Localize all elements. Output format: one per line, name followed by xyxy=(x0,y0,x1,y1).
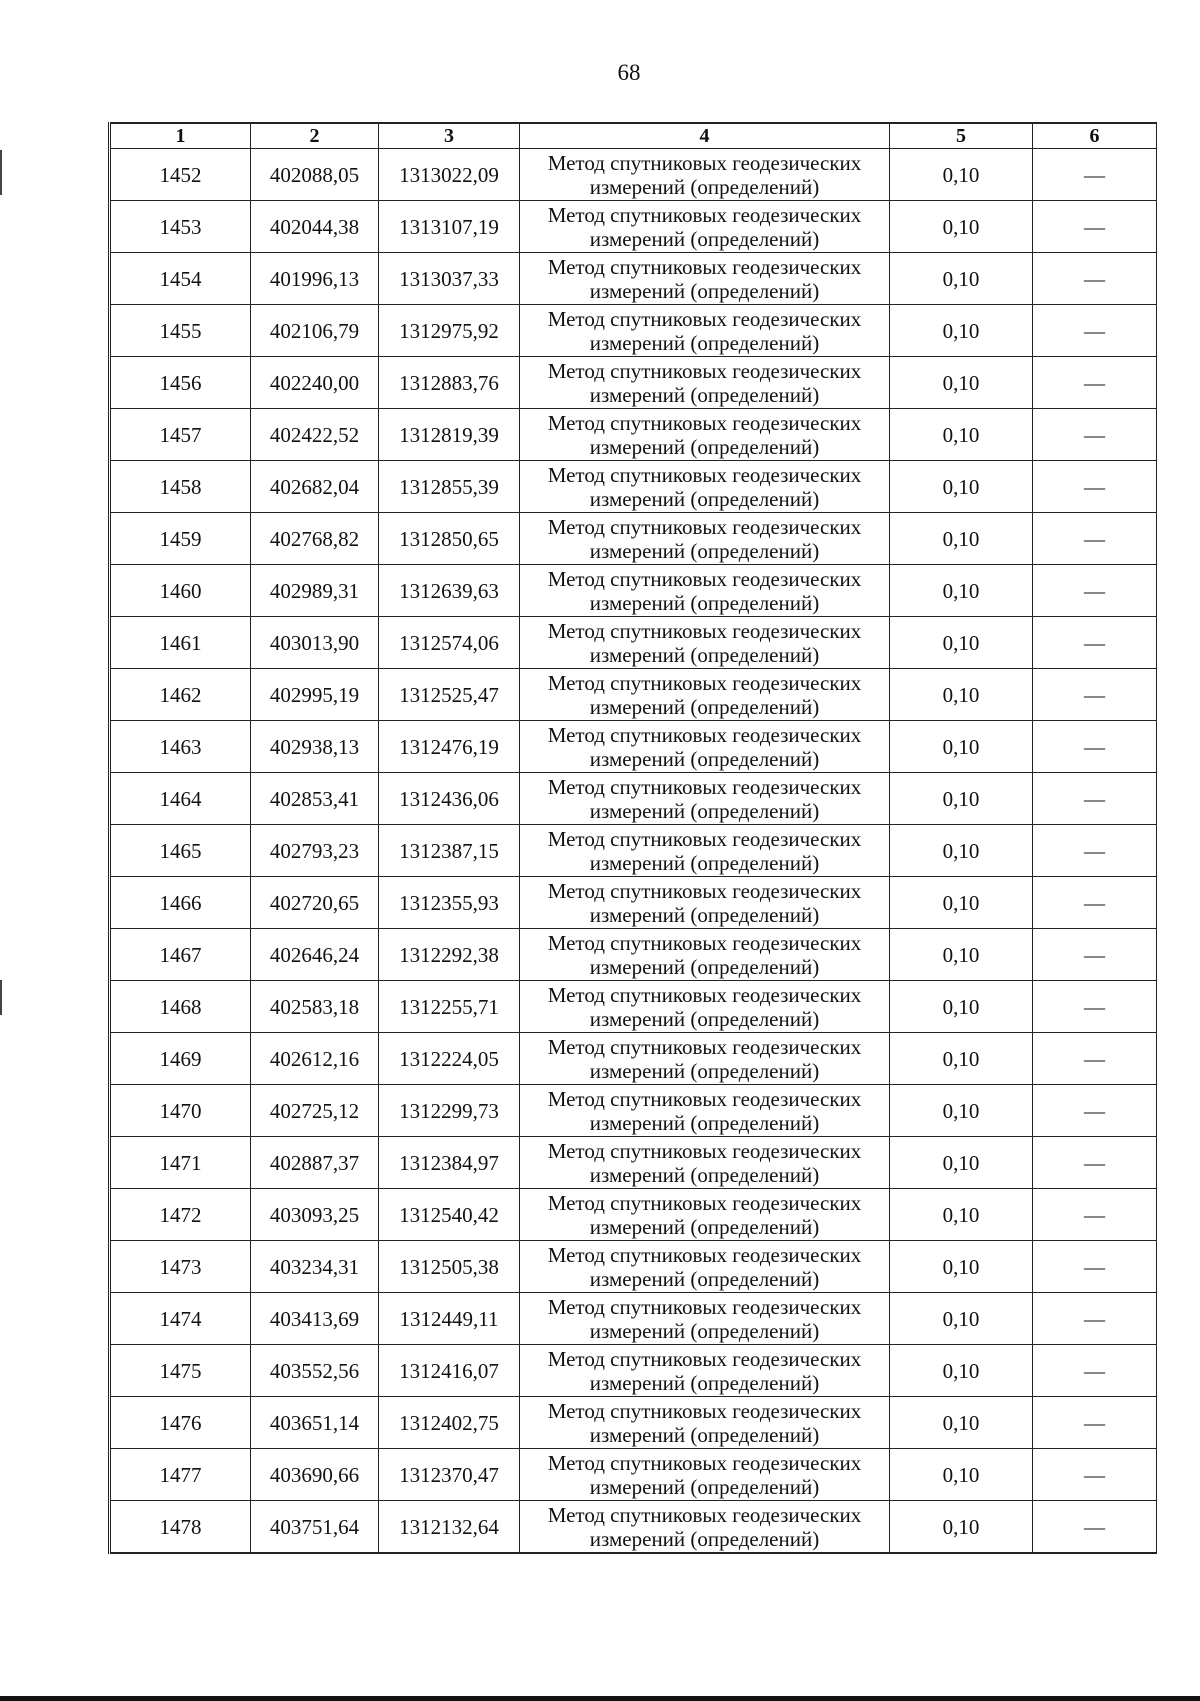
method-cell: Метод спутниковых геодезических измерений (определений) xyxy=(520,565,890,617)
note-cell: — xyxy=(1033,617,1157,669)
coordinate-y-cell: 1312387,15 xyxy=(379,825,520,877)
note-cell: — xyxy=(1033,1345,1157,1397)
method-cell: Метод спутниковых геодезических измерений (определений) xyxy=(520,721,890,773)
point-number-cell: 1466 xyxy=(110,877,251,929)
table-row xyxy=(110,1293,1157,1345)
column-header: 3 xyxy=(379,123,520,149)
point-number-cell: 1452 xyxy=(110,149,251,201)
coordinate-x-cell: 402240,00 xyxy=(251,357,379,409)
note-cell: — xyxy=(1033,201,1157,253)
coordinate-x-cell: 402682,04 xyxy=(251,461,379,513)
table-row xyxy=(110,513,1157,565)
accuracy-cell: 0,10 xyxy=(890,1033,1033,1085)
coordinate-y-cell: 1312292,38 xyxy=(379,929,520,981)
point-number-cell: 1475 xyxy=(110,1345,251,1397)
method-cell: Метод спутниковых геодезических измерений (определений) xyxy=(520,617,890,669)
accuracy-cell: 0,10 xyxy=(890,877,1033,929)
coordinate-y-cell: 1312370,47 xyxy=(379,1449,520,1501)
column-header: 4 xyxy=(520,123,890,149)
method-cell: Метод спутниковых геодезических измерений (определений) xyxy=(520,1137,890,1189)
method-cell: Метод спутниковых геодезических измерений (определений) xyxy=(520,1241,890,1293)
point-number-cell: 1455 xyxy=(110,305,251,357)
table-row xyxy=(110,929,1157,981)
coordinate-y-cell: 1312639,63 xyxy=(379,565,520,617)
column-header: 2 xyxy=(251,123,379,149)
page-number: 68 xyxy=(617,60,641,85)
coordinate-y-cell: 1312355,93 xyxy=(379,877,520,929)
coordinate-x-cell: 403690,66 xyxy=(251,1449,379,1501)
coordinate-y-cell: 1312416,07 xyxy=(379,1345,520,1397)
point-number-cell: 1469 xyxy=(110,1033,251,1085)
table-row xyxy=(110,877,1157,929)
coordinate-x-cell: 402853,41 xyxy=(251,773,379,825)
note-cell: — xyxy=(1033,565,1157,617)
point-number-cell: 1463 xyxy=(110,721,251,773)
coordinate-y-cell: 1312132,64 xyxy=(379,1501,520,1554)
accuracy-cell: 0,10 xyxy=(890,565,1033,617)
coordinate-x-cell: 402938,13 xyxy=(251,721,379,773)
point-number-cell: 1459 xyxy=(110,513,251,565)
coordinates-table xyxy=(108,122,1157,1554)
accuracy-cell: 0,10 xyxy=(890,981,1033,1033)
accuracy-cell: 0,10 xyxy=(890,305,1033,357)
note-cell: — xyxy=(1033,1085,1157,1137)
accuracy-cell: 0,10 xyxy=(890,461,1033,513)
point-number-cell: 1478 xyxy=(110,1501,251,1554)
table-row xyxy=(110,1397,1157,1449)
note-cell: — xyxy=(1033,1449,1157,1501)
method-cell: Метод спутниковых геодезических измерений (определений) xyxy=(520,981,890,1033)
point-number-cell: 1454 xyxy=(110,253,251,305)
coordinate-y-cell: 1312449,11 xyxy=(379,1293,520,1345)
table-row xyxy=(110,461,1157,513)
table-row xyxy=(110,617,1157,669)
table-row xyxy=(110,253,1157,305)
method-cell: Метод спутниковых геодезических измерений (определений) xyxy=(520,929,890,981)
coordinate-y-cell: 1312574,06 xyxy=(379,617,520,669)
note-cell: — xyxy=(1033,1501,1157,1554)
accuracy-cell: 0,10 xyxy=(890,1397,1033,1449)
accuracy-cell: 0,10 xyxy=(890,149,1033,201)
note-cell: — xyxy=(1033,149,1157,201)
coordinate-y-cell: 1312436,06 xyxy=(379,773,520,825)
note-cell: — xyxy=(1033,1293,1157,1345)
note-cell: — xyxy=(1033,981,1157,1033)
method-cell: Метод спутниковых геодезических измерений (определений) xyxy=(520,669,890,721)
accuracy-cell: 0,10 xyxy=(890,409,1033,461)
note-cell: — xyxy=(1033,877,1157,929)
method-cell: Метод спутниковых геодезических измерений (определений) xyxy=(520,1345,890,1397)
accuracy-cell: 0,10 xyxy=(890,929,1033,981)
coordinate-y-cell: 1312850,65 xyxy=(379,513,520,565)
table-row xyxy=(110,1189,1157,1241)
coordinate-x-cell: 403013,90 xyxy=(251,617,379,669)
note-cell: — xyxy=(1033,669,1157,721)
note-cell: — xyxy=(1033,253,1157,305)
note-cell: — xyxy=(1033,721,1157,773)
method-cell: Метод спутниковых геодезических измерений (определений) xyxy=(520,201,890,253)
table-row xyxy=(110,981,1157,1033)
method-cell: Метод спутниковых геодезических измерений (определений) xyxy=(520,513,890,565)
method-cell: Метод спутниковых геодезических измерений (определений) xyxy=(520,773,890,825)
note-cell: — xyxy=(1033,305,1157,357)
accuracy-cell: 0,10 xyxy=(890,513,1033,565)
note-cell: — xyxy=(1033,513,1157,565)
coordinate-x-cell: 402583,18 xyxy=(251,981,379,1033)
column-header: 6 xyxy=(1033,123,1157,149)
coordinate-y-cell: 1312540,42 xyxy=(379,1189,520,1241)
column-header: 1 xyxy=(110,123,251,149)
scan-margin-mark xyxy=(0,980,2,1015)
accuracy-cell: 0,10 xyxy=(890,201,1033,253)
coordinate-x-cell: 402106,79 xyxy=(251,305,379,357)
table-row xyxy=(110,305,1157,357)
table-header-row xyxy=(110,123,1157,149)
accuracy-cell: 0,10 xyxy=(890,1345,1033,1397)
scan-bottom-edge xyxy=(0,1696,1200,1701)
table-row xyxy=(110,1033,1157,1085)
accuracy-cell: 0,10 xyxy=(890,1241,1033,1293)
point-number-cell: 1472 xyxy=(110,1189,251,1241)
accuracy-cell: 0,10 xyxy=(890,1137,1033,1189)
point-number-cell: 1477 xyxy=(110,1449,251,1501)
note-cell: — xyxy=(1033,1189,1157,1241)
table-row xyxy=(110,1449,1157,1501)
table-row xyxy=(110,1345,1157,1397)
accuracy-cell: 0,10 xyxy=(890,1085,1033,1137)
method-cell: Метод спутниковых геодезических измерений (определений) xyxy=(520,825,890,877)
method-cell: Метод спутниковых геодезических измерений (определений) xyxy=(520,461,890,513)
point-number-cell: 1465 xyxy=(110,825,251,877)
table-row xyxy=(110,409,1157,461)
coordinate-y-cell: 1313022,09 xyxy=(379,149,520,201)
coordinate-y-cell: 1312819,39 xyxy=(379,409,520,461)
point-number-cell: 1471 xyxy=(110,1137,251,1189)
point-number-cell: 1468 xyxy=(110,981,251,1033)
point-number-cell: 1476 xyxy=(110,1397,251,1449)
coordinate-x-cell: 403751,64 xyxy=(251,1501,379,1554)
table-row xyxy=(110,1137,1157,1189)
coordinate-x-cell: 402768,82 xyxy=(251,513,379,565)
method-cell: Метод спутниковых геодезических измерений (определений) xyxy=(520,877,890,929)
point-number-cell: 1457 xyxy=(110,409,251,461)
note-cell: — xyxy=(1033,1397,1157,1449)
coordinate-y-cell: 1312224,05 xyxy=(379,1033,520,1085)
method-cell: Метод спутниковых геодезических измерений (определений) xyxy=(520,1397,890,1449)
coordinate-x-cell: 402793,23 xyxy=(251,825,379,877)
method-cell: Метод спутниковых геодезических измерений (определений) xyxy=(520,357,890,409)
coordinate-y-cell: 1313107,19 xyxy=(379,201,520,253)
note-cell: — xyxy=(1033,773,1157,825)
point-number-cell: 1456 xyxy=(110,357,251,409)
point-number-cell: 1453 xyxy=(110,201,251,253)
coordinate-y-cell: 1313037,33 xyxy=(379,253,520,305)
coordinate-x-cell: 402720,65 xyxy=(251,877,379,929)
method-cell: Метод спутниковых геодезических измерений (определений) xyxy=(520,149,890,201)
method-cell: Метод спутниковых геодезических измерений (определений) xyxy=(520,1293,890,1345)
table-body xyxy=(110,149,1157,1554)
table-row xyxy=(110,357,1157,409)
point-number-cell: 1473 xyxy=(110,1241,251,1293)
table-row xyxy=(110,201,1157,253)
accuracy-cell: 0,10 xyxy=(890,1189,1033,1241)
coordinate-y-cell: 1312255,71 xyxy=(379,981,520,1033)
method-cell: Метод спутниковых геодезических измерений (определений) xyxy=(520,1501,890,1554)
table-row xyxy=(110,1241,1157,1293)
coordinate-x-cell: 403651,14 xyxy=(251,1397,379,1449)
note-cell: — xyxy=(1033,1137,1157,1189)
note-cell: — xyxy=(1033,461,1157,513)
point-number-cell: 1462 xyxy=(110,669,251,721)
table-row xyxy=(110,669,1157,721)
coordinate-y-cell: 1312525,47 xyxy=(379,669,520,721)
table-row xyxy=(110,1501,1157,1554)
note-cell: — xyxy=(1033,409,1157,461)
coordinate-y-cell: 1312975,92 xyxy=(379,305,520,357)
accuracy-cell: 0,10 xyxy=(890,357,1033,409)
note-cell: — xyxy=(1033,929,1157,981)
coordinate-x-cell: 402989,31 xyxy=(251,565,379,617)
method-cell: Метод спутниковых геодезических измерений (определений) xyxy=(520,1033,890,1085)
table-row xyxy=(110,1085,1157,1137)
coordinate-x-cell: 402995,19 xyxy=(251,669,379,721)
point-number-cell: 1464 xyxy=(110,773,251,825)
accuracy-cell: 0,10 xyxy=(890,1501,1033,1554)
scan-margin-mark xyxy=(0,150,2,195)
point-number-cell: 1474 xyxy=(110,1293,251,1345)
accuracy-cell: 0,10 xyxy=(890,721,1033,773)
note-cell: — xyxy=(1033,357,1157,409)
note-cell: — xyxy=(1033,1241,1157,1293)
accuracy-cell: 0,10 xyxy=(890,773,1033,825)
coordinate-x-cell: 402088,05 xyxy=(251,149,379,201)
coordinate-y-cell: 1312476,19 xyxy=(379,721,520,773)
coordinate-x-cell: 402646,24 xyxy=(251,929,379,981)
column-header: 5 xyxy=(890,123,1033,149)
accuracy-cell: 0,10 xyxy=(890,253,1033,305)
method-cell: Метод спутниковых геодезических измерений (определений) xyxy=(520,1449,890,1501)
accuracy-cell: 0,10 xyxy=(890,1449,1033,1501)
coordinate-y-cell: 1312505,38 xyxy=(379,1241,520,1293)
coordinate-x-cell: 403413,69 xyxy=(251,1293,379,1345)
point-number-cell: 1461 xyxy=(110,617,251,669)
coordinate-x-cell: 403093,25 xyxy=(251,1189,379,1241)
point-number-cell: 1460 xyxy=(110,565,251,617)
coordinate-y-cell: 1312883,76 xyxy=(379,357,520,409)
coordinate-x-cell: 402887,37 xyxy=(251,1137,379,1189)
coordinate-x-cell: 402044,38 xyxy=(251,201,379,253)
coordinate-x-cell: 402612,16 xyxy=(251,1033,379,1085)
coordinate-y-cell: 1312299,73 xyxy=(379,1085,520,1137)
note-cell: — xyxy=(1033,825,1157,877)
coordinate-x-cell: 402422,52 xyxy=(251,409,379,461)
method-cell: Метод спутниковых геодезических измерений (определений) xyxy=(520,305,890,357)
point-number-cell: 1467 xyxy=(110,929,251,981)
method-cell: Метод спутниковых геодезических измерений (определений) xyxy=(520,409,890,461)
point-number-cell: 1458 xyxy=(110,461,251,513)
coordinate-x-cell: 401996,13 xyxy=(251,253,379,305)
accuracy-cell: 0,10 xyxy=(890,825,1033,877)
table-row xyxy=(110,721,1157,773)
method-cell: Метод спутниковых геодезических измерений (определений) xyxy=(520,253,890,305)
method-cell: Метод спутниковых геодезических измерений (определений) xyxy=(520,1085,890,1137)
coordinate-y-cell: 1312402,75 xyxy=(379,1397,520,1449)
coordinate-x-cell: 402725,12 xyxy=(251,1085,379,1137)
accuracy-cell: 0,10 xyxy=(890,669,1033,721)
coordinate-y-cell: 1312384,97 xyxy=(379,1137,520,1189)
method-cell: Метод спутниковых геодезических измерений (определений) xyxy=(520,1189,890,1241)
accuracy-cell: 0,10 xyxy=(890,617,1033,669)
coordinate-y-cell: 1312855,39 xyxy=(379,461,520,513)
table-row xyxy=(110,565,1157,617)
table-row xyxy=(110,825,1157,877)
table-row xyxy=(110,773,1157,825)
accuracy-cell: 0,10 xyxy=(890,1293,1033,1345)
point-number-cell: 1470 xyxy=(110,1085,251,1137)
table-row xyxy=(110,149,1157,201)
coordinate-x-cell: 403552,56 xyxy=(251,1345,379,1397)
note-cell: — xyxy=(1033,1033,1157,1085)
coordinate-x-cell: 403234,31 xyxy=(251,1241,379,1293)
